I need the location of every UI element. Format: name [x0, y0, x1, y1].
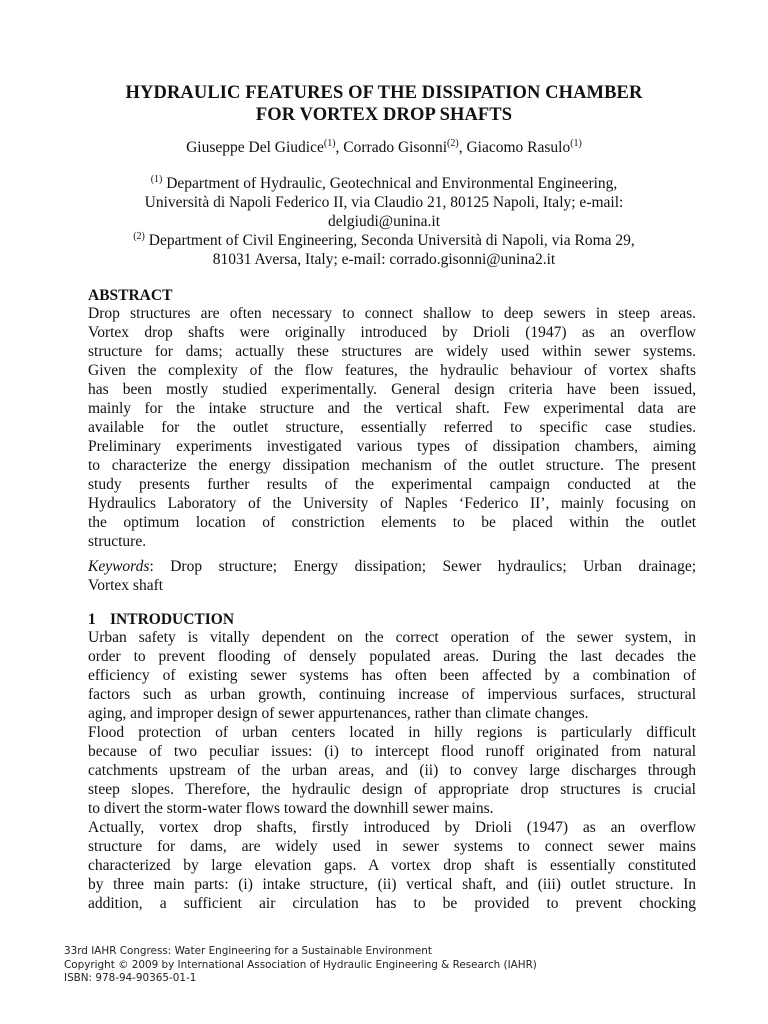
text-line: study presents further results of the experimental campaign conducted at the: [88, 476, 696, 493]
text-line: Flood protection of urban centers located in hilly regions is particularly difficult: [88, 724, 696, 741]
affiliation-mark: (2): [133, 231, 145, 242]
abstract-heading: ABSTRACT: [88, 287, 173, 304]
footer-copyright: Copyright © 2009 by International Association of Hydraulic Engineering & Research (IAHR): [64, 958, 537, 971]
affiliation-1: [90, 174, 678, 231]
text-line: because of two peculiar issues: (i) to intercept flood runoff originated from natural: [88, 743, 696, 760]
text-line: efficiency of existing sewer systems has often been affected by a combination of: [88, 667, 696, 684]
author-name: Giuseppe Del Giudice: [186, 139, 324, 156]
affiliation-line: Università di Napoli Federico II, via Claudio 21, 80125 Napoli, Italy; e-mail:: [144, 194, 624, 211]
text-line: available for the outlet structure, essentially referred to specific case studies.: [88, 419, 696, 436]
text-line: to characterize the energy dissipation mechanism of the outlet structure. The present: [88, 457, 696, 474]
text-line: addition, a sufficient air circulation has to be provided to prevent chocking: [88, 895, 696, 912]
section-number: 1: [88, 611, 96, 628]
affiliation-mark: (1): [150, 174, 163, 185]
text-line: Preliminary experiments investigated various types of dissipation chambers, aiming: [88, 438, 696, 455]
affiliation-email: delgiudi@unina.it: [328, 213, 440, 230]
introduction-heading: [88, 610, 234, 629]
introduction-body: [88, 628, 696, 913]
text-line: mainly for the intake structure and the vertical shaft. Few experimental data are: [88, 400, 696, 417]
affiliation-line: 81031 Aversa, Italy; e-mail: corrado.gisonni@unina2.it: [212, 251, 556, 268]
text-line: Vortex drop shafts were originally introduced by Drioli (1947) as an overflow: [88, 324, 696, 341]
title-line-1: HYDRAULIC FEATURES OF THE DISSIPATION CHAMBER: [125, 83, 643, 103]
text-line: structure for dams, are widely used in sewer systems to connect sewer mains: [88, 838, 696, 855]
paper-title: [60, 82, 708, 126]
author-separator: ,: [458, 139, 467, 156]
text-line: catchments upstream of the urban areas, and (ii) to convey large discharges through: [88, 762, 696, 779]
affiliation-2: [90, 231, 678, 269]
text-line: structure.: [88, 533, 147, 550]
text-line: the optimum location of constriction elements to be placed within the outlet: [88, 514, 696, 531]
text-line: to divert the storm-water flows toward the downhill sewer mains.: [88, 800, 494, 817]
text-line: characterized by large elevation gaps. A vortex drop shaft is essentially constituted: [88, 857, 696, 874]
author-separator: ,: [335, 139, 344, 156]
text-line: factors such as urban growth, continuing increase of impervious surfaces, structural: [88, 686, 696, 703]
text-line: Drop structures are often necessary to connect shallow to deep sewers in steep areas.: [88, 305, 696, 322]
page-footer: [64, 945, 704, 986]
text-line: by three main parts: (i) intake structure, (ii) vertical shaft, and (iii) outlet structure. In: [88, 876, 696, 893]
affiliation-line: Department of Hydraulic, Geotechnical and Environmental Engineering,: [162, 175, 618, 192]
keywords-label: Keywords: [88, 558, 150, 575]
footer-isbn: ISBN: 978-94-90365-01-1: [64, 972, 197, 984]
keywords-paragraph: [88, 557, 696, 595]
text-line: Urban safety is vitally dependent on the correct operation of the sewer system, in: [88, 629, 696, 646]
abstract-body: [88, 304, 696, 551]
text-line: Hydraulics Laboratory of the University of Naples ‘Federico II’, mainly focusing on: [88, 495, 696, 512]
text-line: has been mostly studied experimentally. General design criteria have been issued,: [88, 381, 696, 398]
author-affiliation-mark: (1): [570, 138, 582, 149]
text-line: aging, and improper design of sewer appurtenances, rather than climate changes.: [88, 705, 589, 722]
keywords-text: : Drop structure; Energy dissipation; Sewer hydraulics; Urban drainage;: [149, 558, 696, 575]
footer-conference: 33rd IAHR Congress: Water Engineering for a Sustainable Environment: [64, 945, 432, 957]
text-line: Given the complexity of the flow features, the hydraulic behaviour of vortex shafts: [88, 362, 696, 379]
text-line: structure for dams; actually these structures are widely used within sewer systems.: [88, 343, 696, 360]
affiliation-line: Department of Civil Engineering, Seconda Università di Napoli, via Roma 29,: [144, 232, 635, 249]
author-name: Giacomo Rasulo: [466, 139, 571, 156]
text-line: Actually, vortex drop shafts, firstly introduced by Drioli (1947) as an overflow: [88, 819, 696, 836]
author-name: Corrado Gisonni: [343, 139, 448, 156]
text-line: steep slopes. Therefore, the hydraulic design of appropriate drop structures is crucial: [88, 781, 696, 798]
author-list: [60, 138, 708, 158]
section-title: INTRODUCTION: [110, 611, 235, 628]
text-line: order to prevent flooding of densely populated areas. During the last decades the: [88, 648, 696, 665]
author-affiliation-mark: (1): [323, 138, 336, 149]
author-affiliation-mark: (2): [447, 138, 459, 149]
title-line-2: FOR VORTEX DROP SHAFTS: [255, 105, 513, 125]
keywords-text-continued: Vortex shaft: [88, 577, 164, 594]
